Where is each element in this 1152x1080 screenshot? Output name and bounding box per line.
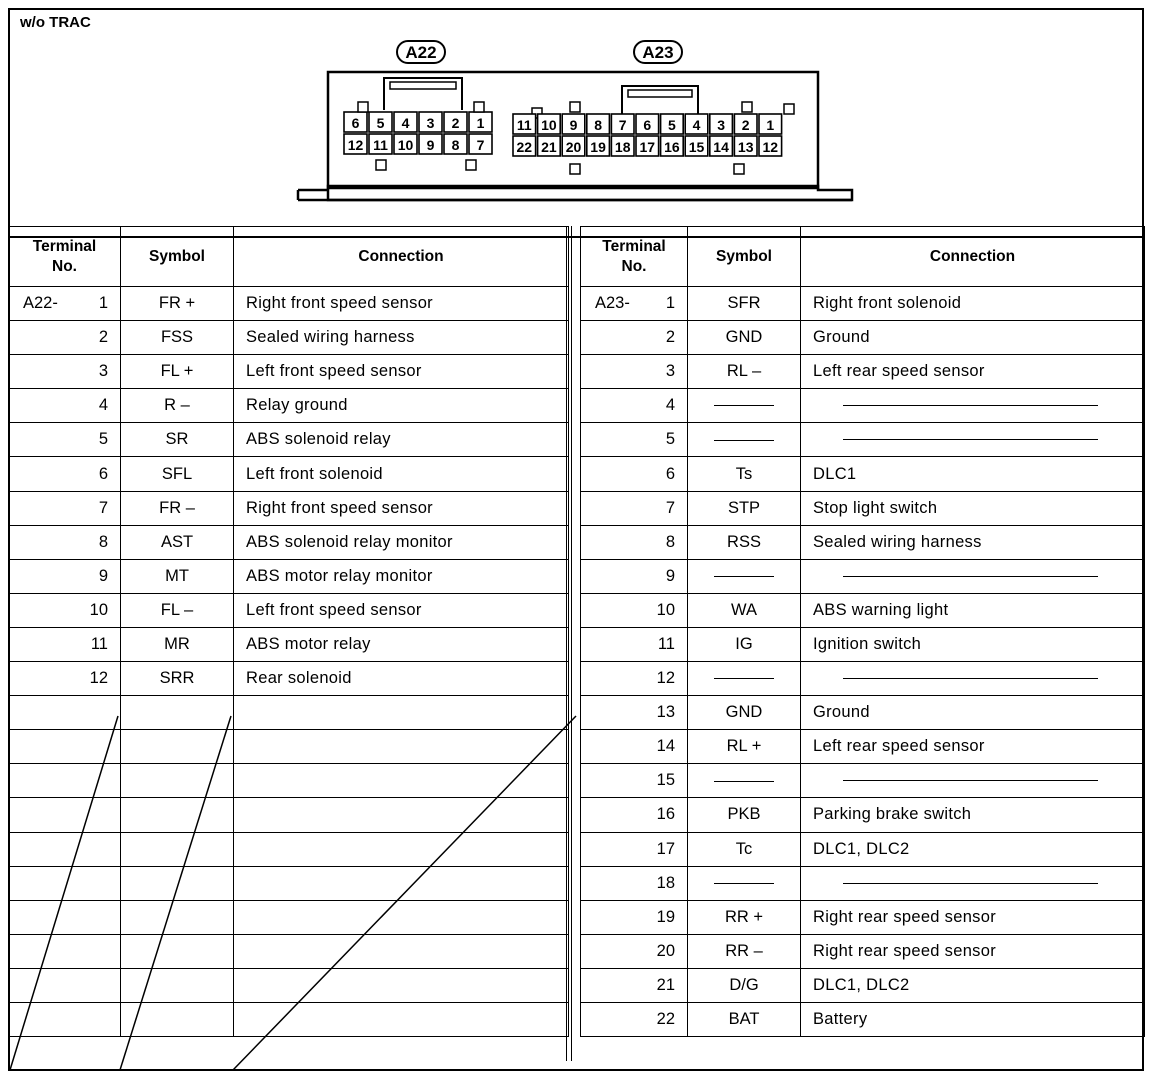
symbol-cell: FSS: [121, 321, 234, 355]
symbol-cell: SFR: [688, 287, 801, 321]
connector-latch: [570, 164, 580, 174]
terminal-no: 2: [98, 328, 108, 347]
terminal-no: 6: [665, 464, 675, 483]
terminal-no: 18: [656, 873, 675, 892]
terminal-no: 4: [665, 396, 675, 415]
a23-pin-label: 19: [590, 139, 606, 155]
table-row: [581, 696, 1145, 730]
a23-pin-label: 15: [688, 139, 705, 155]
empty-row: [9, 764, 569, 798]
a23-pin-label: 22: [516, 139, 533, 155]
connection-cell: Ground: [801, 696, 1145, 730]
empty-cell: [234, 866, 569, 900]
a23-pin-label: 16: [664, 139, 680, 155]
empty-cell: [9, 730, 121, 764]
header-symbol: Symbol: [688, 227, 801, 287]
empty-cell: [234, 968, 569, 1002]
a23-pin-label: 7: [618, 117, 627, 133]
table-row: [581, 491, 1145, 525]
symbol-cell: RR +: [688, 900, 801, 934]
terminal-no: 1: [665, 294, 675, 313]
table-row: [9, 593, 569, 627]
connector-latch: [466, 160, 476, 170]
a23-pin-label: 6: [643, 117, 652, 133]
connection-cell: [801, 764, 1145, 798]
table-row: [9, 491, 569, 525]
table-row: [9, 321, 569, 355]
table-row: [9, 662, 569, 696]
connection-cell: DLC1: [801, 457, 1145, 491]
symbol-cell: [688, 559, 801, 593]
empty-cell: [234, 1002, 569, 1036]
connection-cell: Rear solenoid: [234, 662, 569, 696]
symbol-cell: STP: [688, 491, 801, 525]
terminal-no: 12: [656, 669, 675, 688]
empty-row: [9, 866, 569, 900]
terminal-no: 8: [98, 532, 108, 551]
a23-pin-label: 10: [541, 117, 557, 133]
empty-row: [9, 900, 569, 934]
a23-pin-label: 9: [569, 117, 578, 133]
table-row: [9, 457, 569, 491]
table-row: [581, 287, 1145, 321]
connection-cell: Right rear speed sensor: [801, 900, 1145, 934]
a23-pin-label: 20: [565, 139, 582, 155]
connection-cell: [801, 866, 1145, 900]
table-row: [581, 764, 1145, 798]
connection-cell: Stop light switch: [801, 491, 1145, 525]
connector-latch: [784, 104, 794, 114]
connector-diagram-area: [10, 10, 1142, 238]
terminal-no: 5: [98, 430, 108, 449]
terminal-no-cell: [9, 627, 121, 661]
symbol-cell: AST: [121, 525, 234, 559]
header-terminal-no: Terminal No.: [581, 227, 688, 287]
a23-pin-label: 4: [692, 117, 701, 133]
connector-a23-pins: [513, 114, 782, 156]
ecu-connector-diagram: [10, 10, 1142, 236]
symbol-cell: RL +: [688, 730, 801, 764]
table-row: [581, 832, 1145, 866]
symbol-cell: IG: [688, 627, 801, 661]
symbol-cell: [688, 866, 801, 900]
connector-prefix: A22-: [23, 294, 58, 313]
table-row: [581, 900, 1145, 934]
connection-cell: Left front speed sensor: [234, 355, 569, 389]
terminal-no: 5: [665, 430, 675, 449]
no-symbol-dash: [714, 405, 774, 406]
symbol-cell: [688, 662, 801, 696]
terminal-no: 17: [656, 839, 675, 858]
connection-cell: [801, 662, 1145, 696]
a22-pin-label: 9: [426, 137, 435, 153]
symbol-cell: SFL: [121, 457, 234, 491]
symbol-cell: PKB: [688, 798, 801, 832]
empty-row: [9, 968, 569, 1002]
terminal-no-cell: [581, 525, 688, 559]
symbol-cell: [688, 423, 801, 457]
terminal-no: 2: [665, 328, 675, 347]
empty-cell: [121, 934, 234, 968]
terminal-no-cell: [581, 764, 688, 798]
header-terminal-no: Terminal No.: [9, 227, 121, 287]
symbol-cell: GND: [688, 321, 801, 355]
terminal-no: 3: [98, 362, 108, 381]
a23-pin-label: 21: [541, 139, 557, 155]
terminal-table-a23: [580, 226, 1145, 1037]
terminal-no-cell: [581, 798, 688, 832]
connection-cell: ABS solenoid relay monitor: [234, 525, 569, 559]
empty-cell: [234, 900, 569, 934]
a23-pin-label: 17: [639, 139, 656, 155]
symbol-cell: RR –: [688, 934, 801, 968]
empty-row: [9, 1002, 569, 1036]
table-row: [581, 866, 1145, 900]
symbol-cell: Tc: [688, 832, 801, 866]
no-symbol-dash: [714, 781, 774, 782]
terminal-no-cell: [9, 491, 121, 525]
terminal-no-cell: [581, 287, 688, 321]
terminal-no-cell: [9, 457, 121, 491]
empty-row: [9, 934, 569, 968]
empty-row: [9, 696, 569, 730]
a23-pin-label: 13: [737, 139, 754, 155]
connection-cell: ABS solenoid relay: [234, 423, 569, 457]
symbol-cell: FL –: [121, 593, 234, 627]
connection-cell: [801, 559, 1145, 593]
terminal-no: 20: [656, 941, 675, 960]
a23-pin-label: 14: [713, 139, 729, 155]
table-row: [581, 559, 1145, 593]
no-connection-dash: [843, 883, 1098, 884]
connection-cell: Right front speed sensor: [234, 287, 569, 321]
table-row: [581, 593, 1145, 627]
terminal-no-cell: [581, 696, 688, 730]
a22-pin-label: 2: [451, 115, 460, 131]
empty-row: [9, 730, 569, 764]
a23-pin-label: 18: [614, 139, 631, 155]
empty-cell: [121, 730, 234, 764]
empty-cell: [9, 764, 121, 798]
empty-cell: [234, 764, 569, 798]
terminal-no-cell: [581, 1002, 688, 1036]
no-symbol-dash: [714, 678, 774, 679]
terminal-no-cell: [9, 559, 121, 593]
terminal-no-cell: [9, 525, 121, 559]
table-row: [581, 321, 1145, 355]
symbol-cell: RSS: [688, 525, 801, 559]
empty-cell: [121, 764, 234, 798]
terminal-no-cell: [581, 730, 688, 764]
symbol-cell: WA: [688, 593, 801, 627]
empty-cell: [121, 1002, 234, 1036]
a22-pin-label: 3: [426, 115, 435, 131]
empty-row: [9, 798, 569, 832]
connection-cell: Left front speed sensor: [234, 593, 569, 627]
connector-a22-label: [397, 41, 445, 63]
no-connection-dash: [843, 678, 1098, 679]
terminal-no: 7: [665, 498, 675, 517]
symbol-cell: RL –: [688, 355, 801, 389]
connection-cell: Right front solenoid: [801, 287, 1145, 321]
empty-cell: [121, 696, 234, 730]
svg-text:A23: A23: [642, 43, 674, 62]
connection-cell: DLC1, DLC2: [801, 968, 1145, 1002]
table-row: [581, 355, 1145, 389]
table-row: [581, 934, 1145, 968]
terminal-no: 9: [665, 566, 675, 585]
empty-cell: [9, 934, 121, 968]
no-connection-dash: [843, 405, 1098, 406]
empty-cell: [234, 798, 569, 832]
terminal-no: 13: [656, 703, 675, 722]
connector-a23-label: [634, 41, 682, 63]
table-row: [581, 798, 1145, 832]
empty-cell: [121, 968, 234, 1002]
connection-cell: [801, 423, 1145, 457]
terminal-no: 15: [656, 771, 675, 790]
a22-pin-label: 6: [351, 115, 360, 131]
connection-cell: Ground: [801, 321, 1145, 355]
a23-pin-label: 8: [594, 117, 602, 133]
empty-row: [9, 832, 569, 866]
symbol-cell: MT: [121, 559, 234, 593]
table-row: [9, 355, 569, 389]
a22-pin-label: 1: [476, 115, 485, 131]
connection-cell: Left rear speed sensor: [801, 730, 1145, 764]
a22-pin-label: 4: [401, 115, 410, 131]
symbol-cell: GND: [688, 696, 801, 730]
table-row: [581, 662, 1145, 696]
terminal-no-cell: [9, 287, 121, 321]
table-row: [9, 627, 569, 661]
no-connection-dash: [843, 439, 1098, 440]
table-row: [581, 627, 1145, 661]
connector-latch: [734, 164, 744, 174]
terminal-no: 10: [656, 600, 675, 619]
terminal-no-cell: [581, 389, 688, 423]
terminal-no: 4: [98, 396, 108, 415]
a23-pin-label: 5: [668, 117, 676, 133]
terminal-no: 3: [665, 362, 675, 381]
symbol-cell: [688, 389, 801, 423]
connection-cell: Ignition switch: [801, 627, 1145, 661]
empty-cell: [9, 968, 121, 1002]
terminal-no: 9: [98, 566, 108, 585]
table-row: [581, 1002, 1145, 1036]
connection-cell: ABS motor relay monitor: [234, 559, 569, 593]
symbol-cell: FR –: [121, 491, 234, 525]
connection-cell: DLC1, DLC2: [801, 832, 1145, 866]
terminal-no-cell: [9, 321, 121, 355]
a22-pin-label: 7: [476, 137, 485, 153]
no-symbol-dash: [714, 440, 774, 441]
empty-cell: [9, 866, 121, 900]
empty-cell: [234, 730, 569, 764]
a23-pin-label: 11: [516, 117, 532, 133]
empty-cell: [9, 900, 121, 934]
table-row: [9, 423, 569, 457]
connector-prefix: A23-: [595, 294, 630, 313]
terminal-no-cell: [9, 423, 121, 457]
terminal-no: 8: [665, 532, 675, 551]
symbol-cell: D/G: [688, 968, 801, 1002]
terminal-no: 19: [656, 907, 675, 926]
terminal-no: 10: [89, 600, 108, 619]
terminal-no-cell: [581, 559, 688, 593]
connection-cell: Left front solenoid: [234, 457, 569, 491]
connector-latch: [376, 160, 386, 170]
terminal-no-cell: [581, 423, 688, 457]
connection-cell: Sealed wiring harness: [801, 525, 1145, 559]
terminal-no: 12: [89, 669, 108, 688]
connection-cell: ABS warning light: [801, 593, 1145, 627]
terminal-no-cell: [9, 389, 121, 423]
connector-latch: [742, 102, 752, 112]
terminal-no-cell: [9, 593, 121, 627]
terminal-no-cell: [581, 321, 688, 355]
terminal-no-cell: [581, 355, 688, 389]
variant-label: w/o TRAC: [20, 14, 91, 31]
table-row: [581, 423, 1145, 457]
connection-cell: Left rear speed sensor: [801, 355, 1145, 389]
header-connection: Connection: [234, 227, 569, 287]
no-connection-dash: [843, 576, 1098, 577]
a23-pin-label: 2: [741, 117, 750, 133]
symbol-cell: FR +: [121, 287, 234, 321]
symbol-cell: [688, 764, 801, 798]
no-symbol-dash: [714, 883, 774, 884]
terminal-no-cell: [581, 968, 688, 1002]
connection-cell: Battery: [801, 1002, 1145, 1036]
a22-pin-label: 12: [347, 137, 364, 153]
empty-cell: [9, 696, 121, 730]
empty-cell: [234, 934, 569, 968]
connection-cell: Right rear speed sensor: [801, 934, 1145, 968]
a23-pin-label: 3: [717, 117, 725, 133]
a22-pin-label: 8: [451, 137, 460, 153]
terminal-no: 14: [656, 737, 675, 756]
a22-pin-label: 5: [376, 115, 385, 131]
connection-cell: Right front speed sensor: [234, 491, 569, 525]
terminal-no: 16: [656, 805, 675, 824]
terminal-no: 6: [98, 464, 108, 483]
symbol-cell: SRR: [121, 662, 234, 696]
terminal-no-cell: [581, 866, 688, 900]
symbol-cell: Ts: [688, 457, 801, 491]
terminal-no: 22: [656, 1010, 675, 1029]
connection-cell: Relay ground: [234, 389, 569, 423]
no-symbol-dash: [714, 576, 774, 577]
terminal-no-cell: [9, 355, 121, 389]
no-connection-dash: [843, 780, 1098, 781]
symbol-cell: BAT: [688, 1002, 801, 1036]
terminal-no: 7: [98, 498, 108, 517]
empty-cell: [121, 798, 234, 832]
connector-latch: [474, 102, 484, 112]
terminal-no: 11: [90, 634, 108, 653]
a23-pin-label: 12: [762, 139, 779, 155]
terminal-no-cell: [581, 491, 688, 525]
connection-cell: [801, 389, 1145, 423]
connector-latch: [358, 102, 368, 112]
empty-cell: [234, 696, 569, 730]
table-row: [9, 389, 569, 423]
empty-cell: [9, 798, 121, 832]
table-row: [9, 559, 569, 593]
empty-cell: [121, 832, 234, 866]
terminal-no: 11: [657, 634, 675, 653]
connector-latch: [570, 102, 580, 112]
empty-cell: [121, 900, 234, 934]
a23-pin-label: 1: [766, 117, 775, 133]
header-connection: Connection: [801, 227, 1145, 287]
symbol-cell: MR: [121, 627, 234, 661]
terminal-no-cell: [581, 457, 688, 491]
empty-cell: [9, 1002, 121, 1036]
svg-text:A22: A22: [405, 43, 437, 62]
terminal-table-a22: [8, 226, 569, 1037]
symbol-cell: FL +: [121, 355, 234, 389]
table-row: [581, 968, 1145, 1002]
connection-cell: Parking brake switch: [801, 798, 1145, 832]
table-row: [581, 730, 1145, 764]
terminal-no: 1: [98, 294, 108, 313]
terminal-no-cell: [581, 832, 688, 866]
connection-cell: Sealed wiring harness: [234, 321, 569, 355]
a22-pin-label: 11: [373, 137, 388, 153]
connection-cell: ABS motor relay: [234, 627, 569, 661]
header-symbol: Symbol: [121, 227, 234, 287]
symbol-cell: R –: [121, 389, 234, 423]
symbol-cell: SR: [121, 423, 234, 457]
terminal-no-cell: [581, 662, 688, 696]
terminal-no-cell: [9, 662, 121, 696]
a22-pin-label: 10: [397, 137, 414, 153]
terminal-no-cell: [581, 900, 688, 934]
terminal-no: 21: [656, 975, 675, 994]
table-row: [581, 457, 1145, 491]
table-row: [9, 287, 569, 321]
table-row: [581, 389, 1145, 423]
table-row: [581, 525, 1145, 559]
terminal-no-cell: [581, 627, 688, 661]
empty-cell: [234, 832, 569, 866]
empty-cell: [9, 832, 121, 866]
terminal-no-cell: [581, 934, 688, 968]
empty-cell: [121, 866, 234, 900]
table-row: [9, 525, 569, 559]
terminal-no-cell: [581, 593, 688, 627]
